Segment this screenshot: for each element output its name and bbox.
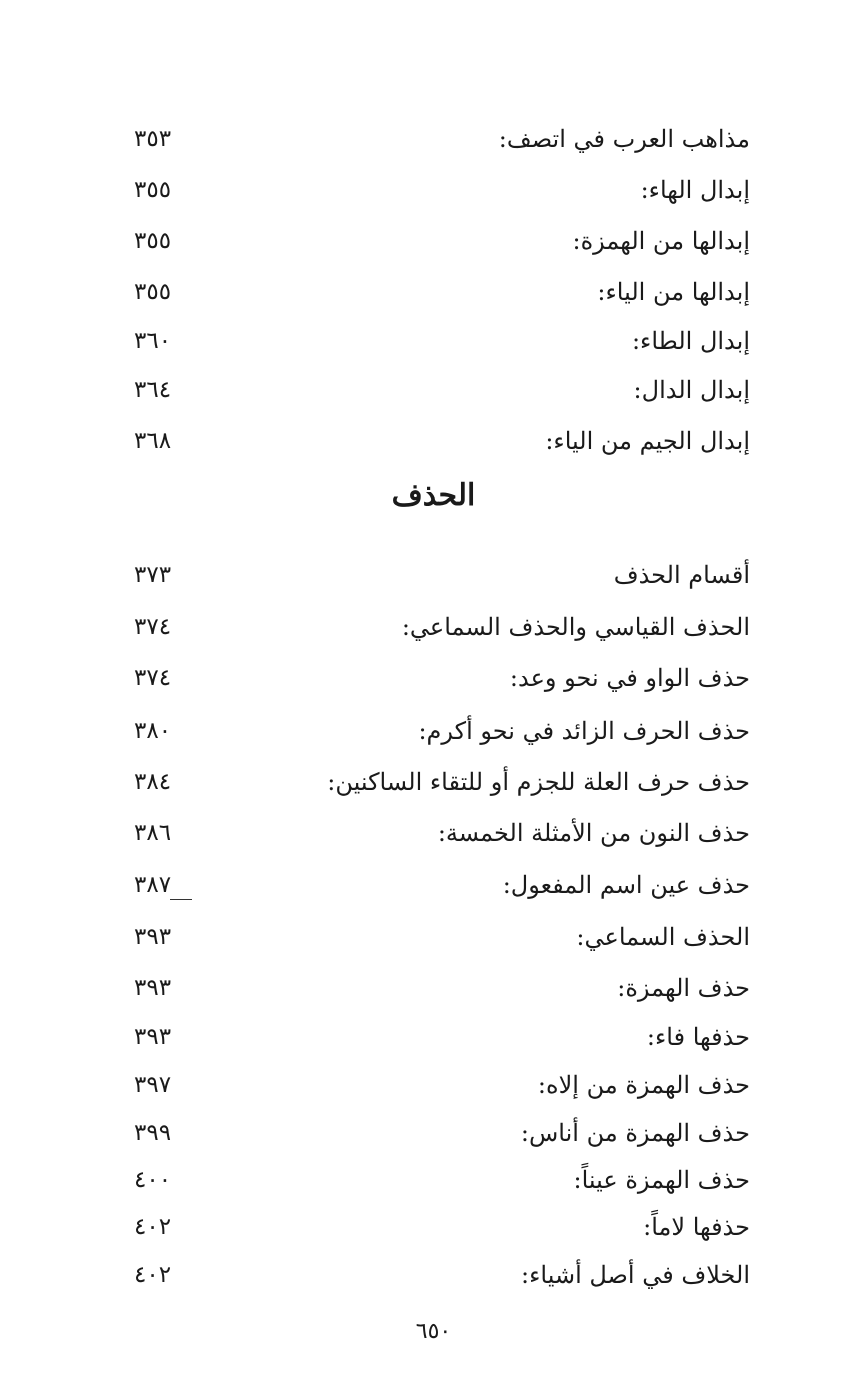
toc-entry-page: ٣٥٣ [134, 126, 172, 152]
toc-entry [128, 970, 750, 1006]
toc-entry-title: حذفها لاماً: [643, 1213, 750, 1241]
toc-entry-title: حذف الهمزة عيناً: [573, 1166, 750, 1194]
toc-entry-page: ٣٩٧ [134, 1072, 172, 1098]
toc-entry-page: ٣٨٦ [134, 820, 172, 846]
toc-entry-page: ٣٥٥ [134, 228, 172, 254]
toc-entry [128, 1019, 750, 1055]
toc-entry [128, 1209, 750, 1245]
toc-entry-title: حذف النون من الأمثلة الخمسة: [437, 819, 750, 847]
toc-entry [128, 609, 750, 645]
toc-entry-page: ٣٧٤ [134, 614, 172, 640]
toc-entry-title: إبدال الدال: [633, 376, 750, 404]
page-number: ٦٥٠ [415, 1319, 452, 1344]
underline-mark [170, 899, 192, 900]
toc-entry [128, 1257, 750, 1293]
toc-entry [128, 660, 750, 696]
toc-entry-title: إبدالها من الياء: [597, 278, 750, 306]
toc-entry [128, 764, 750, 800]
toc-entry-page: ٣٩٣ [134, 975, 172, 1001]
toc-entry-title: إبدال الجيم من الياء: [545, 427, 750, 455]
toc-entry-page: ٤٠٢ [134, 1262, 172, 1288]
toc-entry-page: ٤٠٠ [134, 1167, 172, 1193]
toc-entry [128, 815, 750, 851]
toc-entry-page: ٣٩٩ [134, 1120, 172, 1146]
toc-entry-title: إبدال الطاء: [631, 327, 750, 355]
toc-entry-page: ٣٦٠ [134, 328, 172, 354]
toc-entry-title: الحذف القياسي والحذف السماعي: [401, 613, 750, 641]
toc-entry-page: ٣٩٣ [134, 1024, 172, 1050]
toc-entry [128, 1067, 750, 1103]
toc-entry-page: ٣٥٥ [134, 177, 172, 203]
toc-entry-page: ٣٦٤ [134, 377, 172, 403]
toc-entry-page: ٣٩٣ [134, 924, 172, 950]
toc-entry [128, 1162, 750, 1198]
toc-entry-title: الخلاف في أصل أشياء: [521, 1261, 750, 1289]
toc-entry [128, 557, 750, 593]
toc-entry-page: ٣٥٥ [134, 279, 172, 305]
toc-entry [128, 1115, 750, 1151]
toc-entry [128, 274, 750, 310]
toc-entry-title: حذف الهمزة من أناس: [520, 1119, 750, 1147]
toc-entry [128, 713, 750, 749]
toc-entry-title: حذف الهمزة: [617, 974, 750, 1002]
toc-entry-title: حذف حرف العلة للجزم أو للتقاء الساكنين: [327, 768, 750, 796]
toc-entry-page: ٤٠٢ [134, 1214, 172, 1240]
toc-entry-title: أقسام الحذف [613, 561, 750, 589]
toc-entry-title: حذفها فاء: [646, 1023, 750, 1051]
toc-entry [128, 172, 750, 208]
toc-entry-page: ٣٦٨ [134, 428, 172, 454]
toc-entry [128, 121, 750, 157]
toc-entry-page: ٣٧٣ [134, 562, 172, 588]
toc-entry [128, 919, 750, 955]
toc-entry [128, 223, 750, 259]
toc-entry-title: الحذف السماعي: [576, 923, 750, 951]
toc-entry-title: حذف الهمزة من إلاه: [537, 1071, 750, 1099]
toc-entry-title: إبدال الهاء: [640, 176, 750, 204]
toc-entry [128, 423, 750, 459]
toc-entry-page: ٣٧٤ [134, 665, 172, 691]
toc-entry-title: حذف عين اسم المفعول: [502, 871, 750, 899]
toc-entry [128, 372, 750, 408]
toc-entry-page: ٣٨٤ [134, 769, 172, 795]
toc-entry [128, 867, 750, 903]
toc-entry-title: حذف الحرف الزائد في نحو أكرم: [418, 717, 750, 745]
toc-entry-title: حذف الواو في نحو وعد: [509, 664, 750, 692]
toc-entry-title: مذاهب العرب في اتصف: [498, 125, 750, 153]
toc-entry-page: ٣٨٠ [134, 718, 172, 744]
toc-entry-title: إبدالها من الهمزة: [572, 227, 750, 255]
toc-entry-page: ٣٨٧ [134, 872, 172, 898]
toc-entry [128, 323, 750, 359]
section-heading: الحذف [391, 478, 476, 513]
